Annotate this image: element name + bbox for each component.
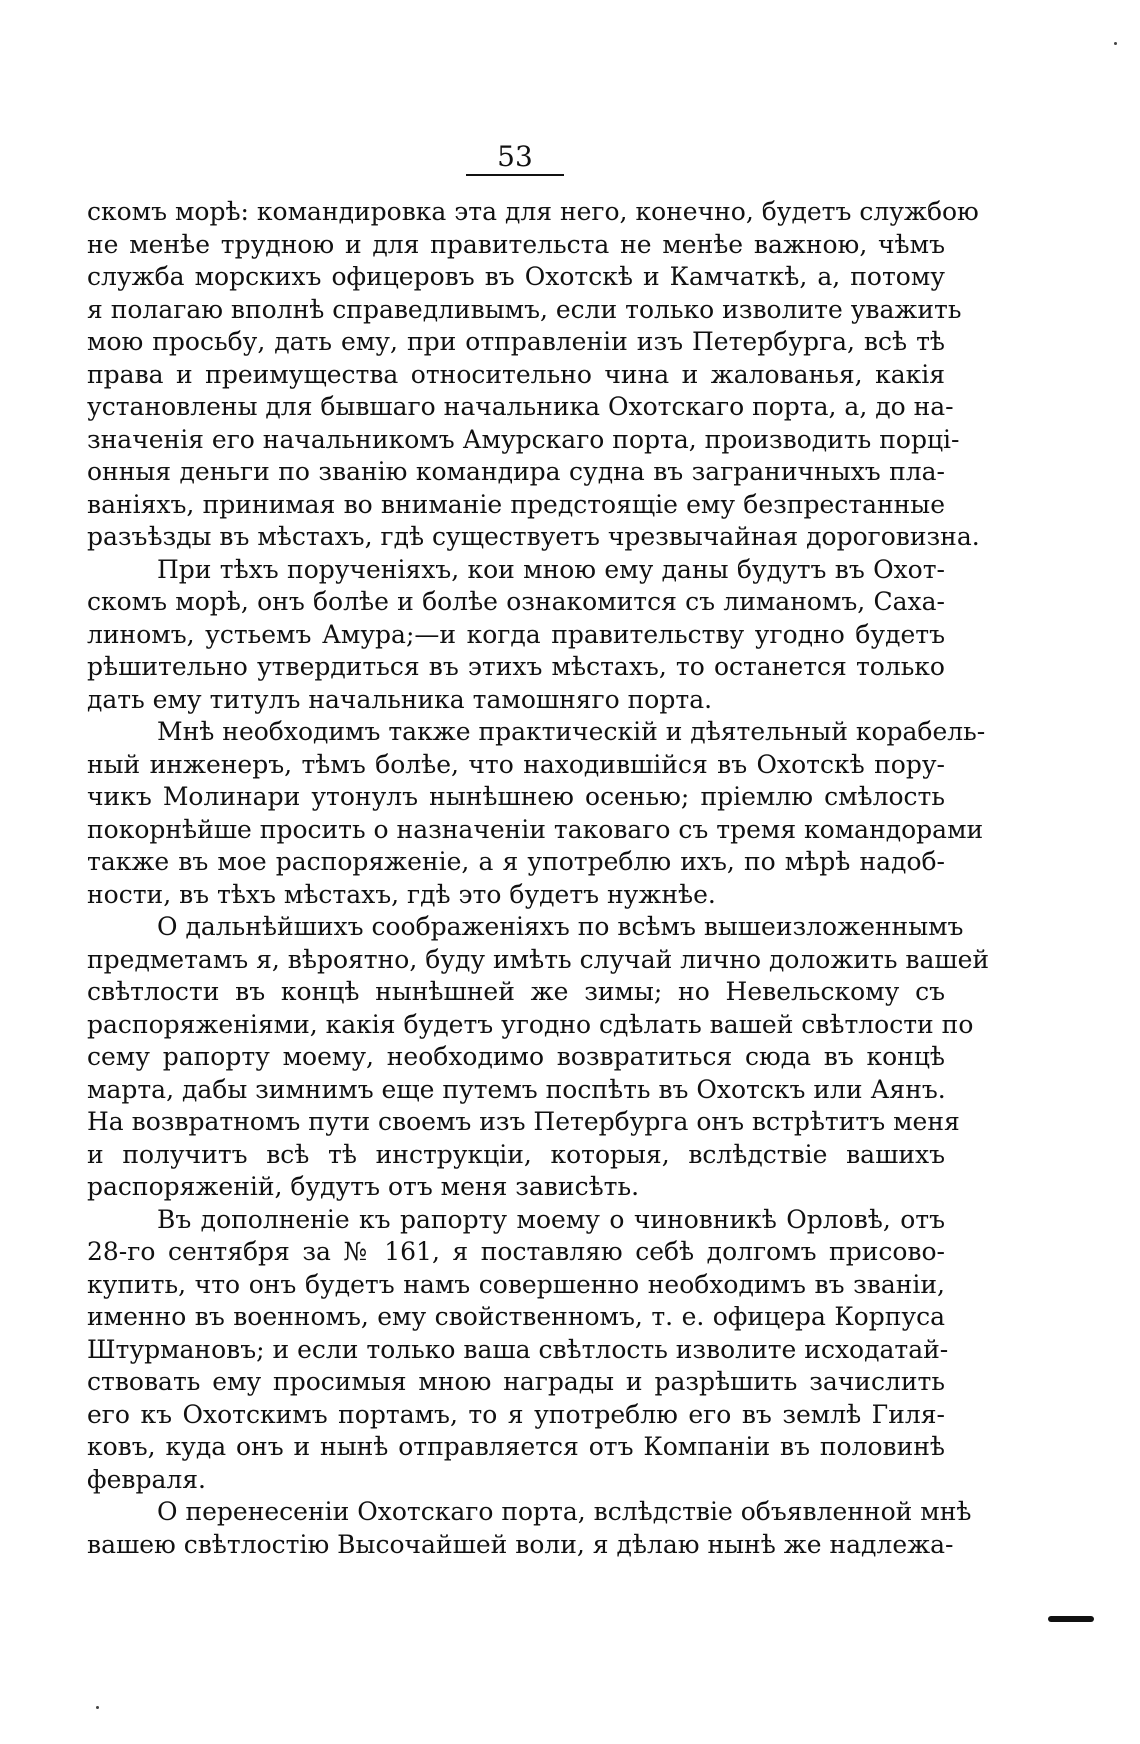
text-line: не менѣе трудною и для правительста не менѣе важною, чѣмъ [87,229,945,259]
text-line: Въ дополненіе къ рапорту моему о чиновникѣ Орловѣ, отъ [157,1204,945,1234]
text-line: его къ Охотскимъ портамъ, то я употреблю его въ землѣ Гиля- [87,1399,945,1429]
scan-speck [1114,42,1117,45]
text-line: онныя деньги по званію командира судна въ заграничныхъ пла- [87,457,945,486]
text-line: линомъ, устьемъ Амура;—и когда правительству угодно будетъ [87,619,945,649]
page-number: 53 [497,140,533,173]
scan-speck [96,1706,99,1709]
text-line: чикъ Молинари утонулъ нынѣшнею осенью; пріемлю смѣлость [87,782,945,811]
text-line: 28-го сентября за № 161, я поставляю себѣ долгомъ присово- [87,1237,945,1266]
text-line: ности, въ тѣхъ мѣстахъ, гдѣ это будетъ нужнѣе. [87,879,716,909]
text-line: я полагаю вполнѣ справедливымъ, если только изволите уважить [87,294,962,324]
body-text [87,196,990,1561]
text-line: При тѣхъ порученіяхъ, кои мною ему даны будутъ въ Охот- [157,554,945,584]
text-line: вашею свѣтлостію Высочайшей воли, я дѣлаю нынѣ же надлежа- [87,1529,954,1559]
text-line: февраля. [87,1464,206,1494]
text-line: Мнѣ необходимъ также практическій и дѣятельный корабель- [157,717,986,746]
text-line: ный инженеръ, тѣмъ болѣе, что находившійся въ Охотскѣ пору- [87,749,945,779]
text-line: О дальнѣйшихъ соображеніяхъ по всѣмъ вышеизложеннымъ [157,912,964,941]
text-line: значенія его начальникомъ Амурскаго порта, производить порці- [87,424,960,454]
text-line: свѣтлости въ концѣ нынѣшней же зимы; но Невельскому съ [87,977,945,1006]
text-line: покорнѣйше просить о назначеніи таковаго съ тремя командорами [87,814,984,844]
text-line: установлены для бывшаго начальника Охотскаго порта, а, до на- [87,392,954,421]
text-line: О перенесеніи Охотскаго порта, вслѣдствіе объявленной мнѣ [157,1497,972,1526]
text-line: разъѣзды въ мѣстахъ, гдѣ существуетъ чрезвычайная дороговизна. [87,522,980,551]
text-line: также въ мое распоряженіе, а я употреблю ихъ, по мѣрѣ надоб- [87,847,945,876]
text-line: распоряженіями, какія будетъ угодно сдѣлать вашей свѣтлости по [87,1009,974,1039]
text-line: распоряженій, будутъ отъ меня зависѣть. [87,1172,640,1201]
text-line: предметамъ я, вѣроятно, буду имѣть случай лично доложить вашей [87,944,990,974]
margin-edge-mark [1048,1616,1094,1622]
text-line: сему рапорту моему, необходимо возвратиться сюда въ концѣ [87,1042,945,1071]
text-line: права и преимущества относительно чина и жалованья, какія [87,359,945,389]
text-line: служба морскихъ офицеровъ въ Охотскѣ и Камчаткѣ, а, потому [87,262,945,291]
page-number-rule [466,174,564,176]
text-line: ваніяхъ, принимая во вниманіе предстоящіе ему безпрестанные [87,489,945,519]
text-line: ковъ, куда онъ и нынѣ отправляется отъ Компаніи въ половинѣ [87,1432,945,1461]
text-line: Штурмановъ; и если только ваша свѣтлость изволите исходатай- [87,1334,949,1364]
text-line: мою просьбу, дать ему, при отправленіи изъ Петербурга, всѣ тѣ [87,327,945,356]
text-line: рѣшительно утвердиться въ этихъ мѣстахъ, то останется только [87,652,945,681]
text-line: марта, дабы зимнимъ еще путемъ поспѣть въ Охотскъ или Аянъ. [87,1074,946,1104]
text-line: купить, что онъ будетъ намъ совершенно необходимъ въ званіи, [87,1269,945,1299]
text-line: и получитъ всѣ тѣ инструкціи, которыя, вслѣдствіе вашихъ [87,1139,945,1169]
text-line: именно въ военномъ, ему свойственномъ, т. е. офицера Корпуса [87,1302,945,1331]
text-line: ствовать ему просимыя мною награды и разрѣшить зачислить [87,1367,945,1396]
text-line: скомъ морѣ: командировка эта для него, конечно, будетъ службою [87,197,979,226]
text-line: На возвратномъ пути своемъ изъ Петербурга онъ встрѣтитъ меня [87,1107,960,1136]
text-line: скомъ морѣ, онъ болѣе и болѣе ознакомится съ лиманомъ, Саха- [87,587,945,616]
text-line: дать ему титулъ начальника тамошняго порта. [87,684,713,714]
